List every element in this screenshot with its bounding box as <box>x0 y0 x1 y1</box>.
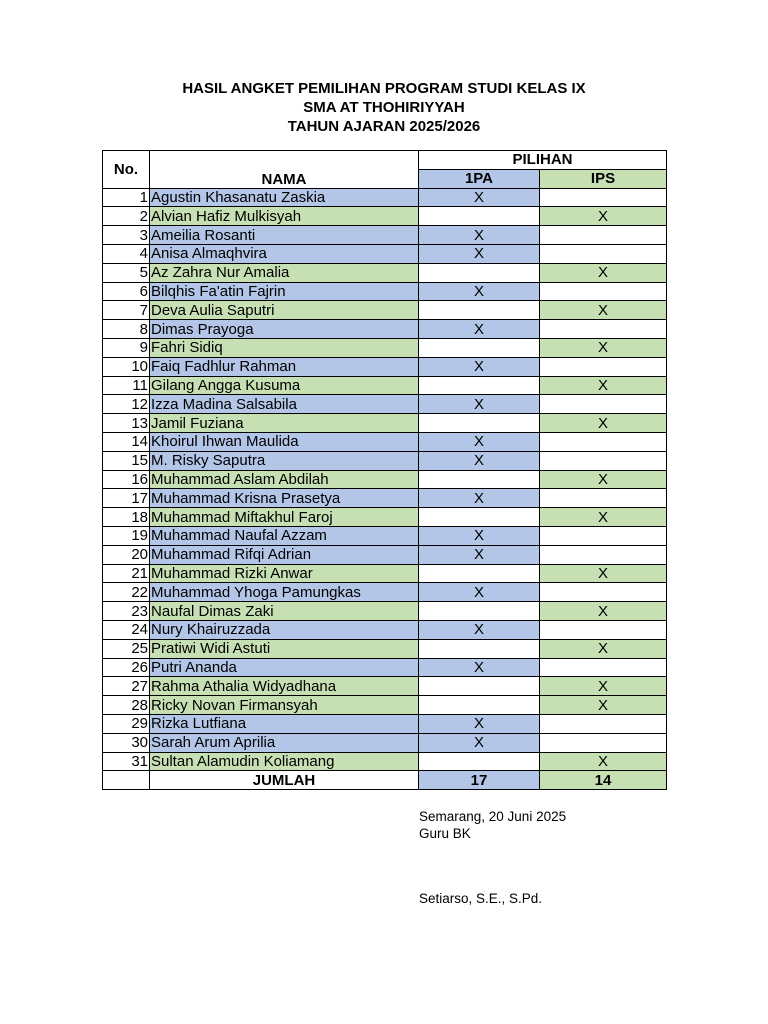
row-ipa-mark <box>419 696 540 715</box>
row-number: 30 <box>103 733 150 752</box>
row-ips-mark: X <box>540 414 667 433</box>
row-name: Dimas Prayoga <box>150 320 419 339</box>
row-name: Ricky Novan Firmansyah <box>150 696 419 715</box>
row-ipa-mark <box>419 301 540 320</box>
row-ipa-mark <box>419 677 540 696</box>
table-row <box>103 564 667 583</box>
row-number: 21 <box>103 564 150 583</box>
row-ipa-mark <box>419 414 540 433</box>
table-row <box>103 639 667 658</box>
title-line-1: HASIL ANGKET PEMILIHAN PROGRAM STUDI KELAS IX <box>182 80 586 97</box>
row-name: Pratiwi Widi Astuti <box>150 639 419 658</box>
table-row <box>103 733 667 752</box>
row-number: 25 <box>103 639 150 658</box>
row-number: 11 <box>103 376 150 395</box>
table-row <box>103 338 667 357</box>
row-name: Muhammad Rizki Anwar <box>150 564 419 583</box>
signature-role: Guru BK <box>419 826 471 841</box>
document-title <box>0 79 768 136</box>
table-row <box>103 357 667 376</box>
row-number: 23 <box>103 602 150 621</box>
row-ips-mark <box>540 733 667 752</box>
row-number: 29 <box>103 714 150 733</box>
row-name: Rahma Athalia Widyadhana <box>150 677 419 696</box>
row-name: Muhammad Rifqi Adrian <box>150 545 419 564</box>
row-ips-mark <box>540 583 667 602</box>
row-number: 31 <box>103 752 150 771</box>
table-row <box>103 470 667 489</box>
row-number: 6 <box>103 282 150 301</box>
total-row <box>103 771 667 790</box>
table-row <box>103 696 667 715</box>
row-ipa-mark <box>419 508 540 527</box>
row-name: Muhammad Krisna Prasetya <box>150 489 419 508</box>
table-row <box>103 244 667 263</box>
table-row <box>103 545 667 564</box>
row-ips-mark: X <box>540 508 667 527</box>
row-ips-mark <box>540 526 667 545</box>
row-ipa-mark: X <box>419 451 540 470</box>
table-row <box>103 489 667 508</box>
table-row <box>103 282 667 301</box>
row-ipa-mark <box>419 564 540 583</box>
row-number: 26 <box>103 658 150 677</box>
row-number: 7 <box>103 301 150 320</box>
row-ips-mark: X <box>540 207 667 226</box>
table-row <box>103 714 667 733</box>
row-number: 10 <box>103 357 150 376</box>
table-row <box>103 226 667 245</box>
table-row <box>103 620 667 639</box>
row-ips-mark <box>540 188 667 207</box>
title-line-2: SMA AT THOHIRIYYAH <box>303 99 465 116</box>
row-number: 8 <box>103 320 150 339</box>
row-number: 18 <box>103 508 150 527</box>
table-row <box>103 188 667 207</box>
row-ips-mark: X <box>540 752 667 771</box>
row-name: Nury Khairuzzada <box>150 620 419 639</box>
row-ips-mark <box>540 432 667 451</box>
row-ipa-mark: X <box>419 357 540 376</box>
row-ips-mark <box>540 320 667 339</box>
total-label: JUMLAH <box>150 771 419 790</box>
row-name: Naufal Dimas Zaki <box>150 602 419 621</box>
row-ipa-mark: X <box>419 545 540 564</box>
row-ipa-mark: X <box>419 733 540 752</box>
table-row <box>103 508 667 527</box>
header-ips: IPS <box>540 169 667 188</box>
row-ipa-mark: X <box>419 489 540 508</box>
row-number: 1 <box>103 188 150 207</box>
signature-name: Setiarso, S.E., S.Pd. <box>419 891 543 906</box>
row-number: 27 <box>103 677 150 696</box>
row-number: 17 <box>103 489 150 508</box>
table-row <box>103 677 667 696</box>
row-number: 12 <box>103 395 150 414</box>
row-ipa-mark: X <box>419 620 540 639</box>
survey-table <box>102 150 667 790</box>
row-number: 9 <box>103 338 150 357</box>
row-name: Muhammad Naufal Azzam <box>150 526 419 545</box>
row-ips-mark: X <box>540 677 667 696</box>
row-number: 4 <box>103 244 150 263</box>
header-ipa: 1PA <box>419 169 540 188</box>
row-name: Az Zahra Nur Amalia <box>150 263 419 282</box>
row-ipa-mark: X <box>419 714 540 733</box>
row-ips-mark: X <box>540 564 667 583</box>
table-row <box>103 451 667 470</box>
row-number: 14 <box>103 432 150 451</box>
row-ips-mark <box>540 395 667 414</box>
row-ipa-mark: X <box>419 282 540 301</box>
row-name: M. Risky Saputra <box>150 451 419 470</box>
row-number: 5 <box>103 263 150 282</box>
table-row <box>103 414 667 433</box>
row-ipa-mark: X <box>419 244 540 263</box>
table-row <box>103 376 667 395</box>
row-name: Deva Aulia Saputri <box>150 301 419 320</box>
row-ipa-mark: X <box>419 395 540 414</box>
table-row <box>103 526 667 545</box>
table-body <box>103 188 667 771</box>
row-number: 3 <box>103 226 150 245</box>
row-ips-mark: X <box>540 263 667 282</box>
row-number: 2 <box>103 207 150 226</box>
row-name: Agustin Khasanatu Zaskia <box>150 188 419 207</box>
row-name: Sarah Arum Aprilia <box>150 733 419 752</box>
row-name: Alvian Hafiz Mulkisyah <box>150 207 419 226</box>
row-ipa-mark <box>419 376 540 395</box>
row-name: Bilqhis Fa'atin Fajrin <box>150 282 419 301</box>
title-line-3: TAHUN AJARAN 2025/2026 <box>287 118 481 135</box>
row-name: Muhammad Miftakhul Faroj <box>150 508 419 527</box>
row-number: 16 <box>103 470 150 489</box>
header-nama: NAMA <box>150 151 419 189</box>
header-no: No. <box>103 151 150 189</box>
row-number: 20 <box>103 545 150 564</box>
row-ipa-mark: X <box>419 583 540 602</box>
row-ips-mark: X <box>540 470 667 489</box>
table-row <box>103 583 667 602</box>
header-pilihan: PILIHAN <box>419 151 667 170</box>
row-ipa-mark: X <box>419 658 540 677</box>
row-number: 22 <box>103 583 150 602</box>
row-ipa-mark: X <box>419 432 540 451</box>
row-ips-mark: X <box>540 376 667 395</box>
row-ipa-mark <box>419 470 540 489</box>
row-ips-mark: X <box>540 338 667 357</box>
row-ipa-mark <box>419 263 540 282</box>
row-name: Muhammad Aslam Abdilah <box>150 470 419 489</box>
row-ipa-mark <box>419 602 540 621</box>
table-row <box>103 263 667 282</box>
row-ipa-mark: X <box>419 188 540 207</box>
table-row <box>103 658 667 677</box>
row-ips-mark: X <box>540 602 667 621</box>
row-ips-mark <box>540 244 667 263</box>
row-ipa-mark: X <box>419 526 540 545</box>
row-ips-mark <box>540 226 667 245</box>
table-row <box>103 395 667 414</box>
table-row <box>103 301 667 320</box>
row-ipa-mark: X <box>419 226 540 245</box>
total-no-cell <box>103 771 150 790</box>
row-name: Rizka Lutfiana <box>150 714 419 733</box>
row-number: 24 <box>103 620 150 639</box>
row-ips-mark <box>540 545 667 564</box>
table-row <box>103 207 667 226</box>
row-name: Faiq Fadhlur Rahman <box>150 357 419 376</box>
row-ips-mark <box>540 451 667 470</box>
total-ipa: 17 <box>419 771 540 790</box>
row-name: Sultan Alamudin Koliamang <box>150 752 419 771</box>
row-name: Gilang Angga Kusuma <box>150 376 419 395</box>
row-name: Khoirul Ihwan Maulida <box>150 432 419 451</box>
row-number: 28 <box>103 696 150 715</box>
row-ips-mark <box>540 357 667 376</box>
row-name: Fahri Sidiq <box>150 338 419 357</box>
row-ips-mark <box>540 658 667 677</box>
row-ipa-mark <box>419 207 540 226</box>
table-row <box>103 432 667 451</box>
row-number: 19 <box>103 526 150 545</box>
row-ips-mark: X <box>540 696 667 715</box>
row-ipa-mark <box>419 338 540 357</box>
row-name: Muhammad Yhoga Pamungkas <box>150 583 419 602</box>
row-ipa-mark <box>419 752 540 771</box>
row-name: Izza Madina Salsabila <box>150 395 419 414</box>
row-ips-mark: X <box>540 639 667 658</box>
total-ips: 14 <box>540 771 667 790</box>
row-ipa-mark: X <box>419 320 540 339</box>
row-name: Jamil Fuziana <box>150 414 419 433</box>
row-ips-mark <box>540 714 667 733</box>
table-row <box>103 602 667 621</box>
row-ips-mark <box>540 489 667 508</box>
row-ipa-mark <box>419 639 540 658</box>
row-ips-mark <box>540 620 667 639</box>
table-row <box>103 752 667 771</box>
row-ips-mark: X <box>540 301 667 320</box>
row-number: 15 <box>103 451 150 470</box>
row-name: Anisa Almaqhvira <box>150 244 419 263</box>
row-name: Ameilia Rosanti <box>150 226 419 245</box>
table-row <box>103 320 667 339</box>
row-ips-mark <box>540 282 667 301</box>
row-number: 13 <box>103 414 150 433</box>
row-name: Putri Ananda <box>150 658 419 677</box>
signature-place-date: Semarang, 20 Juni 2025 <box>419 809 567 824</box>
